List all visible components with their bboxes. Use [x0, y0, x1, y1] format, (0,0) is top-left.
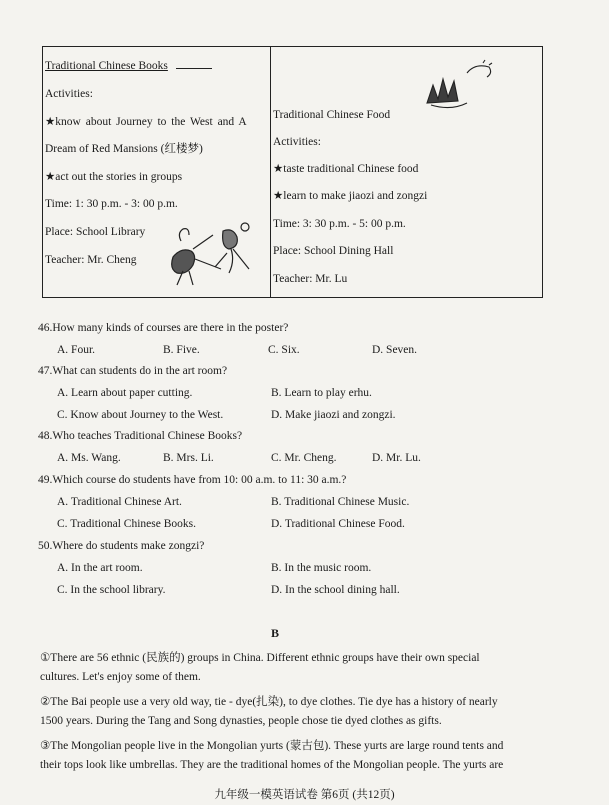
- section-b-line-5: ③The Mongolian people live in the Mongolian yurts (蒙古包). These yurts are large round tents and: [40, 740, 504, 752]
- question-46-option-b: B. Five.: [163, 344, 200, 356]
- question-50-option-d: D. In the school dining hall.: [271, 584, 400, 596]
- poster-table: [42, 46, 543, 298]
- books-item-2: ★act out the stories in groups: [45, 171, 183, 183]
- books-item-1a: ★know about Journey to the West and A: [45, 116, 247, 128]
- books-title-line: [45, 60, 212, 74]
- question-46-stem: 46.How many kinds of courses are there in the poster?: [38, 322, 289, 334]
- section-b-line-2: cultures. Let's enjoy some of them.: [40, 671, 201, 683]
- food-item-2: ★learn to make jiaozi and zongzi: [273, 190, 428, 202]
- food-activities-label: Activities:: [273, 136, 321, 148]
- food-place: Place: School Dining Hall: [273, 245, 394, 257]
- question-48-option-a: A. Ms. Wang.: [57, 452, 121, 464]
- question-49-stem: 49.Which course do students have from 10: 00 a.m. to 11: 30 a.m.?: [38, 474, 347, 486]
- question-46-option-a: A. Four.: [57, 344, 96, 356]
- question-47-option-d: D. Make jiaozi and zongzi.: [271, 409, 396, 421]
- question-49-option-d: D. Traditional Chinese Food.: [271, 518, 405, 530]
- question-50-stem: 50.Where do students make zongzi?: [38, 540, 205, 552]
- question-46-option-d: D. Seven.: [372, 344, 418, 356]
- question-47-option-a: A. Learn about paper cutting.: [57, 387, 193, 399]
- section-b-line-1: ①There are 56 ethnic (民族的) groups in China. Different ethnic groups have their own special: [40, 652, 480, 664]
- food-teacher: Teacher: Mr. Lu: [273, 273, 348, 285]
- books-place: Place: School Library: [45, 226, 146, 238]
- books-item-1b: Dream of Red Mansions (红楼梦): [45, 143, 203, 155]
- question-49-option-b: B. Traditional Chinese Music.: [271, 496, 410, 508]
- page-footer: 九年级一模英语试卷 第6页 (共12页): [214, 789, 395, 801]
- question-47-option-b: B. Learn to play erhu.: [271, 387, 372, 399]
- question-46-option-c: C. Six.: [268, 344, 300, 356]
- question-48-option-c: C. Mr. Cheng.: [271, 452, 337, 464]
- food-title: Traditional Chinese Food: [273, 109, 391, 121]
- question-47-stem: 47.What can students do in the art room?: [38, 365, 228, 377]
- question-47-option-c: C. Know about Journey to the West.: [57, 409, 224, 421]
- section-b-heading: B: [271, 626, 280, 640]
- question-50-option-c: C. In the school library.: [57, 584, 166, 596]
- food-time: Time: 3: 30 p.m. - 5: 00 p.m.: [273, 218, 406, 230]
- food-illustration-icon: [423, 59, 495, 115]
- section-b-line-4: 1500 years. During the Tang and Song dynasties, people chose tie dyed clothes as gifts.: [40, 715, 442, 727]
- books-activities-label: Activities:: [45, 88, 93, 100]
- books-title: Traditional Chinese Books: [45, 60, 168, 72]
- section-b-line-3: ②The Bai people use a very old way, tie - dye(扎染), to dye clothes. Tie dye has a history of nearly: [40, 696, 498, 708]
- question-49-option-a: A. Traditional Chinese Art.: [57, 496, 182, 508]
- food-item-1: ★taste traditional Chinese food: [273, 163, 419, 175]
- books-title-blank: [176, 68, 212, 69]
- section-b-line-6: their tops look like umbrellas. They are the traditional homes of the Mongolian people. The yurts are: [40, 759, 504, 771]
- question-49-option-c: C. Traditional Chinese Books.: [57, 518, 196, 530]
- question-48-stem: 48.Who teaches Traditional Chinese Books?: [38, 430, 243, 442]
- poster-divider: [270, 47, 271, 297]
- question-48-option-b: B. Mrs. Li.: [163, 452, 214, 464]
- question-48-option-d: D. Mr. Lu.: [372, 452, 421, 464]
- question-50-option-b: B. In the music room.: [271, 562, 372, 574]
- dancer-illustration-icon: [153, 219, 263, 289]
- books-time: Time: 1: 30 p.m. - 3: 00 p.m.: [45, 198, 178, 210]
- question-50-option-a: A. In the art room.: [57, 562, 143, 574]
- books-teacher: Teacher: Mr. Cheng: [45, 254, 137, 266]
